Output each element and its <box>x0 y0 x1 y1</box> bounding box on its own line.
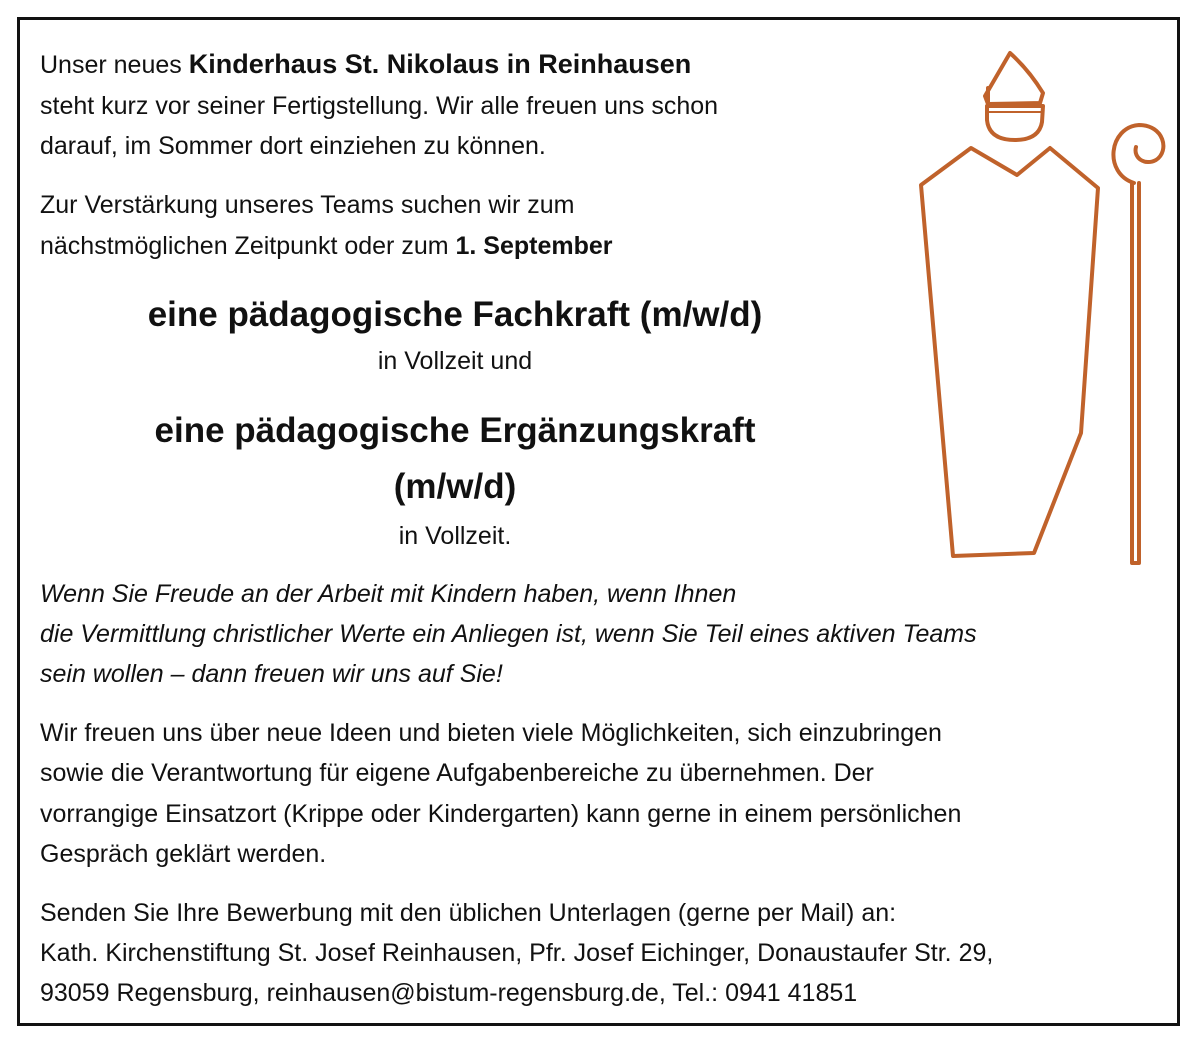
position-2-title-line-2: (m/w/d) <box>393 467 517 506</box>
contact-line-2: Kath. Kirchenstiftung St. Josef Reinhausen, Pfr. Josef Eichinger, Donaustaufer Str. 29, <box>40 939 994 967</box>
start-date: 1. September <box>455 232 613 260</box>
offer-line-4: Gespräch geklärt werden. <box>40 840 327 868</box>
search-line-1: Zur Verstärkung unseres Teams suchen wir zum <box>40 191 575 219</box>
offer-line-2: sowie die Verantwortung für eigene Aufgabenbereiche zu übernehmen. Der <box>40 759 874 787</box>
offer-line-3: vorrangige Einsatzort (Krippe oder Kindergarten) kann gerne in einem persönlichen <box>40 800 962 828</box>
saint-nicholas-bishop-icon <box>905 48 1175 578</box>
position-1-subtitle: in Vollzeit und <box>377 347 533 375</box>
position-1-title: eine pädagogische Fachkraft (m/w/d) <box>147 295 763 334</box>
intro-line-2: steht kurz vor seiner Fertigstellung. Wir alle freuen uns schon <box>40 92 719 120</box>
kinderhaus-name: Kinderhaus St. Nikolaus in Reinhausen <box>188 49 692 79</box>
crozier-hook <box>1113 125 1163 183</box>
contact-line-1: Senden Sie Ihre Bewerbung mit den üblichen Unterlagen (gerne per Mail) an: <box>40 899 897 927</box>
appeal-line-1: Wenn Sie Freude an der Arbeit mit Kindern haben, wenn Ihnen <box>40 580 737 608</box>
search-date-prefix: nächstmöglichen Zeitpunkt oder zum <box>40 232 449 260</box>
crozier-staff <box>1132 183 1139 563</box>
intro-line-1 <box>40 44 691 85</box>
position-2-title-line-1: eine pädagogische Ergänzungskraft <box>154 411 756 450</box>
appeal-line-2: die Vermittlung christlicher Werte ein Anliegen ist, wenn Sie Teil eines aktiven Teams <box>40 620 977 648</box>
offer-line-1: Wir freuen uns über neue Ideen und bieten viele Möglichkeiten, sich einzubringen <box>40 719 942 747</box>
search-line-2 <box>40 226 613 266</box>
intro-prefix: Unser neues <box>40 51 182 79</box>
position-2-subtitle: in Vollzeit. <box>398 522 512 550</box>
contact-line-3: 93059 Regensburg, reinhausen@bistum-regensburg.de, Tel.: 0941 41851 <box>40 979 858 1007</box>
mitre-shape <box>985 53 1043 104</box>
intro-line-3: darauf, im Sommer dort einziehen zu können. <box>40 132 546 160</box>
appeal-line-3: sein wollen – dann freuen wir uns auf Sie! <box>40 660 503 688</box>
robe-outline <box>921 148 1098 556</box>
